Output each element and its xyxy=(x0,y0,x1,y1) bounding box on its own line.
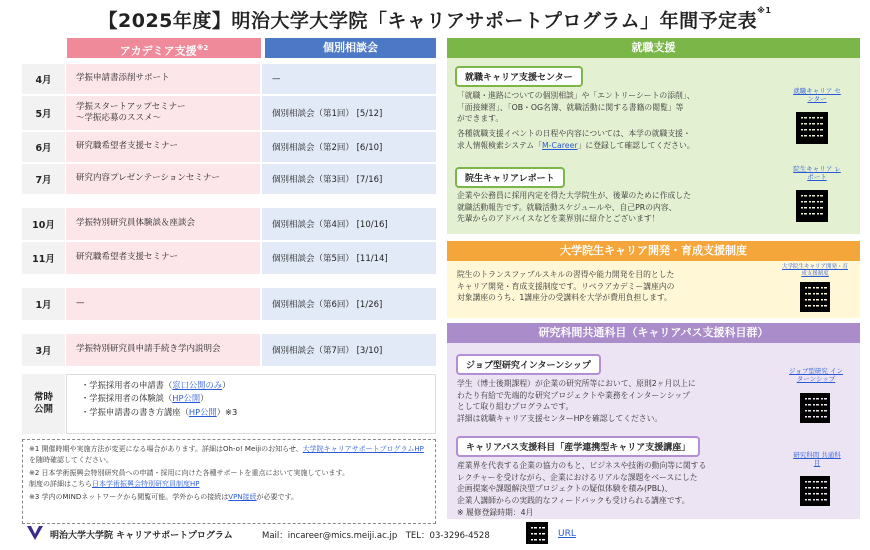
career-dev-qr-label[interactable]: 大学院生キャリア開発・育成支援制度 xyxy=(781,264,848,277)
career-path-title: キャリアパス支援科目「産学連携型キャリア支援講座」 xyxy=(456,436,700,457)
career-center-title: 就職キャリア支援センター xyxy=(455,66,583,87)
always-item: ・学振採用者の体験談（HP公開） xyxy=(81,393,209,404)
footer-org: 明治大学大学院 キャリアサポートプログラム xyxy=(50,531,233,541)
career-dev-header: 大学院生キャリア開発・育成支援制度 xyxy=(447,241,860,261)
internship-title: ジョブ型研究インターンシップ xyxy=(456,354,601,375)
meiji-logo-icon xyxy=(26,524,44,542)
career-report-qr-label[interactable]: 院生キャリア レポート xyxy=(793,165,841,181)
table-row: 6月 研究職希望者支援セミナー 個別相談会（第2回） [6/10] xyxy=(22,132,436,162)
vpn-link[interactable]: VPN接続 xyxy=(228,493,257,501)
internship-text: 学生（博士後期課程）が企業の研究所等において、原則2ヶ月以上に わたり有給で先端的な研究プロジェクトや業務をインターンシップ として取り組むプログラムです。 詳細は就職キャリア支援センターHPを確認してください。 xyxy=(457,379,696,424)
job-support-header: 就職支援 xyxy=(447,38,860,58)
table-row: 10月 学振特別研究員体験談＆座談会 個別相談会（第4回） [10/16] xyxy=(22,208,436,240)
career-report-qr-icon xyxy=(796,190,828,222)
jsps-link[interactable]: 日本学術振興会特別研究員制度HP xyxy=(92,479,200,488)
table-row: 7月 研究内容プレゼンテーションセミナー 個別相談会（第3回） [7/16] xyxy=(22,164,436,194)
table-row: 5月 学振スタートアップセミナー 〜学振応募のススメ〜 個別相談会（第1回） [5/12] xyxy=(22,96,436,130)
table-row: 11月 研究職希望者支援セミナー 個別相談会（第5回） [11/14] xyxy=(22,242,436,274)
table-row: 4月 学振申請書添削サポート — xyxy=(22,64,436,94)
career-path-text: 産業界を代表する企業の協力のもと、ビジネスや技術の動向等に関する レクチャーを受けながら、企業におけるリアルな課題をベースにした 企画提案や課題解決型プロジェクトの疑似体験を積み(PBL)、 企業人講師からの実践的なフィードバックも受けられる講座です。 ※ 履修登録時期：4月 xyxy=(457,461,707,517)
notes-box: ※1 開催時期や実施方法が変更になる場合があります。詳細はOh-o! Meijiのお知らせ、大学院キャリアサポートプログラムHPを随時確認してください。 ※2 日本学術振興会特別研究員への申請・採用に向けた各種サポートを重点において実施しています。 制度の詳細はこちら日本学術振興会特別研究員制度HP ※3 学内のMINDネットワークから閲覧可能。学外からの接続はVPN接続が必要です。 xyxy=(22,439,436,524)
hp-link[interactable]: HP公開 xyxy=(188,406,217,417)
career-path-qr-icon xyxy=(800,476,830,506)
career-program-link[interactable]: 大学院キャリアサポートプログラムHP xyxy=(302,445,424,453)
courses-header: 研究科間共通科目（キャリアパス支援科目群） xyxy=(447,323,860,343)
always-public-row: 常時 公開 ・学振採用者の申請書（窓口公開のみ） ・学振採用者の体験談（HP公開） ・学振申請書の書き方講座（HP公開）※3 xyxy=(22,374,436,434)
career-path-qr-label[interactable]: 研究科間 共通科目 xyxy=(793,451,841,467)
hp-link[interactable]: HP公開 xyxy=(172,393,201,404)
career-report-title: 院生キャリアレポート xyxy=(455,167,565,188)
career-dev-text: 院生のトランスファブルスキルの習得や能力開発を目的とした キャリア開発・育成支援制度です。リベラアカデミー講座内の 対象講座のうち、1講座分の受講料を大学が費用負担します。 xyxy=(457,270,675,303)
career-center-qr-label[interactable]: 就職キャリア センター xyxy=(793,87,841,103)
footer-qr-icon xyxy=(526,522,548,544)
career-center-text: 「就職・進路についての個別相談」や「エントリーシートの添削」、 「面接練習」、「OB・OG名簿、就職活動に関する書籍の閲覧」等 ができます。 各種就職支援イベントの日程や内容については、本学の就職支援・ 求人情報検索システム「M-Career」に登録して確認してください。 xyxy=(457,91,695,150)
always-item: ・学振採用者の申請書（窓口公開のみ） xyxy=(81,380,231,390)
m-career-link[interactable]: M-Career xyxy=(542,140,578,150)
internship-qr-icon xyxy=(800,393,830,423)
internship-qr-label[interactable]: ジョブ型研究 インターンシップ xyxy=(789,367,843,383)
career-dev-qr-icon xyxy=(800,282,830,312)
career-report-text: 企業や公務員に採用内定を得た大学院生が、後輩のために作成した 就職活動報告です。就職活動スケジュールや、自己PRの内容、 先輩からのアドバイスなどを業界別に紹介とございます！ xyxy=(457,191,691,224)
academia-header: アカデミア支援$^{※2}$ xyxy=(67,38,261,58)
individual-header: 個別相談会 xyxy=(265,38,436,58)
footer-contact: Mail：incareer@mics.meiji.ac.jp TEL：03-3296-4528 xyxy=(262,531,490,541)
table-row: 1月 — 個別相談会（第6回） [1/26] xyxy=(22,288,436,320)
career-center-qr-icon xyxy=(796,112,828,144)
page-title: 【2025年度】明治大学大学院「キャリアサポートプログラム」年間予定表$^{※1}$ xyxy=(98,6,772,32)
always-item: ・学振申請書の書き方講座（HP公開）※3 xyxy=(81,406,238,417)
footer-url-link[interactable]: URL xyxy=(558,529,576,539)
window-link[interactable]: 窓口公開のみ xyxy=(172,380,223,390)
table-row: 3月 学振特別研究員申請手続き学内説明会 個別相談会（第7回） [3/10] xyxy=(22,334,436,366)
